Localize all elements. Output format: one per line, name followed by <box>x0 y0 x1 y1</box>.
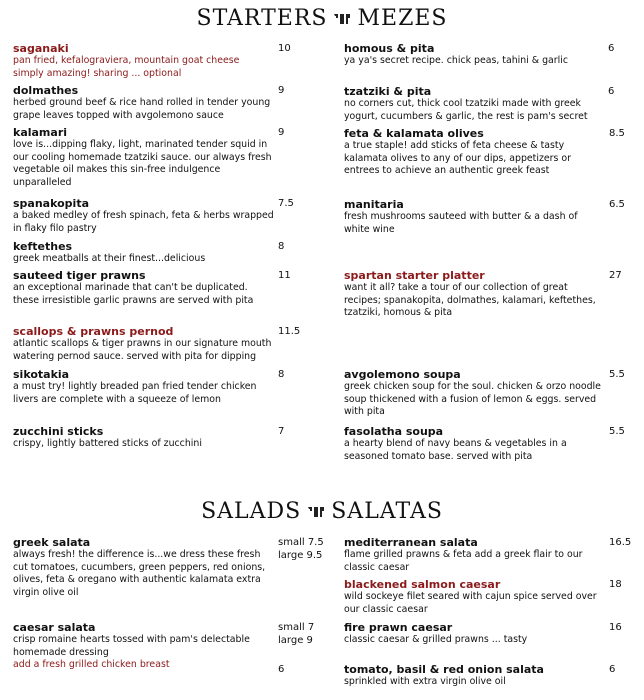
item-description: want it all? take a tour of our collection of great recipes; spanakopita, dolmathes, kalamari, keftethes, tzatziki, homous & pita <box>344 282 596 318</box>
item-price: 5.5 <box>609 426 625 437</box>
menu-item-scallops-prawns-pernod <box>13 325 275 363</box>
item-name: kalamari <box>13 126 68 139</box>
menu-item-sikotakia <box>13 368 275 406</box>
item-price-small: small 7 <box>278 622 315 633</box>
item-description: a must try! lightly breaded pan fried tender chicken livers are complete with a squeeze of lemon <box>13 381 257 405</box>
addon-price: 6 <box>278 664 285 675</box>
item-price: 8.5 <box>609 128 625 139</box>
menu-item-spartan-starter-platter <box>344 269 606 320</box>
menu-item-spanakopita <box>13 197 275 235</box>
menu-item-manitaria <box>344 198 606 236</box>
item-name: mediterranean salata <box>344 536 478 549</box>
item-price: 18 <box>609 579 622 590</box>
item-price: 9 <box>278 127 285 138</box>
item-description: always fresh! the difference is...we dress these fresh cut tomatoes, cucumbers, green peppers, red onions, olives, feta & oregano with authentic kalamata extra virgin olive oil <box>13 549 266 598</box>
item-description: classic caesar & grilled prawns ... tasty <box>344 634 528 645</box>
item-description: wild sockeye filet seared with cajun spice served over our classic caesar <box>344 591 597 615</box>
item-name: fasolatha soupa <box>344 425 444 438</box>
menu-item-saganaki <box>13 42 275 80</box>
greek-key-icon <box>307 506 325 518</box>
starters-title-left: STARTERS <box>196 6 328 31</box>
item-price: 10 <box>278 43 291 54</box>
item-price: 16 <box>609 622 622 633</box>
item-name: tomato, basil & red onion salata <box>344 663 544 676</box>
item-price: 5.5 <box>609 369 625 380</box>
item-description: atlantic scallops & tiger prawns in our signature mouth watering pernod sauce. served with pita for dipping <box>13 338 272 362</box>
salads-heading <box>0 499 644 524</box>
item-price: 7.5 <box>278 198 294 209</box>
menu-item-mediterranean-salata <box>344 536 606 574</box>
item-description: no corners cut, thick cool tzatziki made with greek yogurt, cucumbers & garlic, the rest is pam's secret <box>344 98 588 122</box>
menu-item-greek-salata <box>13 536 275 599</box>
menu-item-blackened-salmon-caesar <box>344 578 606 616</box>
item-name: dolmathes <box>13 84 79 97</box>
greek-key-icon <box>333 13 351 25</box>
menu-item-tomato-basil-red-onion-salata <box>344 663 606 689</box>
item-name: tzatziki & pita <box>344 85 432 98</box>
menu-item-kalamari <box>13 126 275 189</box>
item-name: feta & kalamata olives <box>344 127 484 140</box>
item-price: 6 <box>608 86 615 97</box>
item-name: saganaki <box>13 42 69 55</box>
item-price: 7 <box>278 426 285 437</box>
item-description: a true staple! add sticks of feta cheese & tasty kalamata olives to any of our dips, appetizers or entrees to achieve an authentic greek feast <box>344 140 571 176</box>
item-price: 6 <box>609 664 616 675</box>
item-price-large: large 9.5 <box>278 550 323 561</box>
starters-heading <box>0 6 644 31</box>
menu-item-homous-pita <box>344 42 606 68</box>
item-addon: add a fresh grilled chicken breast <box>13 659 170 670</box>
menu-item-dolmathes <box>13 84 275 122</box>
menu-item-caesar-salata <box>13 621 275 672</box>
menu-item-fasolatha-soupa <box>344 425 606 463</box>
item-description: a hearty blend of navy beans & vegetables in a seasoned tomato base. served with pita <box>344 438 567 462</box>
menu-item-sauteed-tiger-prawns <box>13 269 275 307</box>
item-price-small: small 7.5 <box>278 537 324 548</box>
item-name: sikotakia <box>13 368 70 381</box>
menu-item-avgolemono-soupa <box>344 368 606 419</box>
item-description: fresh mushrooms sauteed with butter & a dash of white wine <box>344 211 578 235</box>
item-name: blackened salmon caesar <box>344 578 501 591</box>
item-description: sprinkled with extra virgin olive oil <box>344 676 506 687</box>
item-price: 6 <box>608 43 615 54</box>
menu-item-zucchini-sticks <box>13 425 275 451</box>
item-description: flame grilled prawns & feta add a greek flair to our classic caesar <box>344 549 583 573</box>
item-description: love is...dipping flaky, light, marinated tender squid in our cooling homemade tzatziki sauce. our always fresh vegetable oil makes this sin-free indulgence unparalleled <box>13 139 272 188</box>
item-price: 9 <box>278 85 285 96</box>
item-name: zucchini sticks <box>13 425 104 438</box>
salads-title-left: SALADS <box>201 499 302 524</box>
starters-title-right: MEZES <box>357 6 448 31</box>
item-price: 16.5 <box>609 537 632 548</box>
menu-item-tzatziki-pita <box>344 85 606 123</box>
menu-item-fire-prawn-caesar <box>344 621 606 647</box>
item-price: 8 <box>278 241 285 252</box>
item-description-note: simply amazing! sharing ... optional <box>13 67 182 79</box>
salads-title-right: SALATAS <box>331 499 443 524</box>
menu-item-feta-kalamata-olives <box>344 127 606 178</box>
item-description: ya ya's secret recipe. chick peas, tahini & garlic <box>344 55 569 66</box>
item-name: caesar salata <box>13 621 96 634</box>
item-description: greek meatballs at their finest...delicious <box>13 253 206 264</box>
item-price: 6.5 <box>609 199 625 210</box>
item-price: 11 <box>278 270 291 281</box>
item-description: greek chicken soup for the soul. chicken & orzo noodle soup thickened with a fusion of lemon & eggs. served with pita <box>344 381 601 417</box>
item-price-large: large 9 <box>278 635 313 646</box>
item-name: sauteed tiger prawns <box>13 269 146 282</box>
item-name: fire prawn caesar <box>344 621 453 634</box>
item-price: 27 <box>609 270 622 281</box>
menu-item-keftethes <box>13 240 275 266</box>
item-price: 11.5 <box>278 326 301 337</box>
item-name: greek salata <box>13 536 91 549</box>
item-name: manitaria <box>344 198 404 211</box>
item-name: avgolemono soupa <box>344 368 461 381</box>
item-description: pan fried, kefalograviera, mountain goat cheese <box>13 55 240 66</box>
item-description: a baked medley of fresh spinach, feta & herbs wrapped in flaky filo pastry <box>13 210 274 234</box>
item-description: crisp romaine hearts tossed with pam's delectable homemade dressing <box>13 634 250 658</box>
item-description: herbed ground beef & rice hand rolled in tender young grape leaves topped with avgolemono sauce <box>13 97 271 121</box>
item-price: 8 <box>278 369 285 380</box>
item-description: crispy, lightly battered sticks of zucchini <box>13 438 202 449</box>
item-name: scallops & prawns pernod <box>13 325 174 338</box>
item-description: an exceptional marinade that can't be duplicated. these irresistible garlic prawns are served with pita <box>13 282 254 306</box>
item-name: spartan starter platter <box>344 269 485 282</box>
item-name: keftethes <box>13 240 73 253</box>
item-name: homous & pita <box>344 42 435 55</box>
item-name: spanakopita <box>13 197 90 210</box>
